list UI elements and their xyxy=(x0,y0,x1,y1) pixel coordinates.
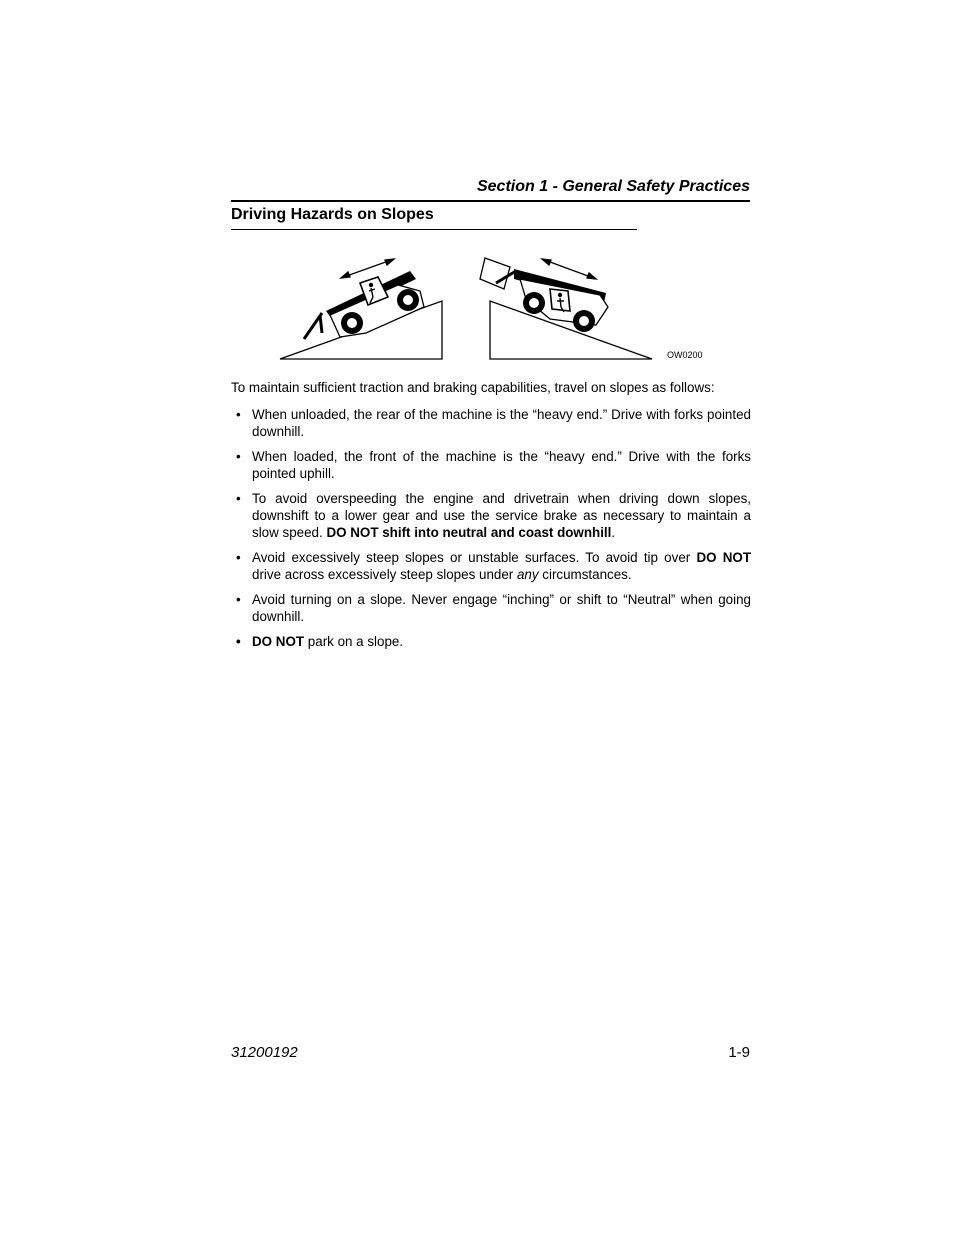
bullet-text: When loaded, the front of the machine is the “heavy end.” Drive with the forks pointed uphill. xyxy=(252,449,751,481)
intro-paragraph: To maintain sufficient traction and braking capabilities, travel on slopes as follows: xyxy=(231,380,715,395)
bullet-dot: • xyxy=(236,491,241,506)
bullet-text: circumstances. xyxy=(538,567,632,582)
figure-code: OW0200 xyxy=(667,350,703,360)
document-number: 31200192 xyxy=(231,1044,298,1061)
bullet-dot: • xyxy=(236,407,241,422)
bullet-dot: • xyxy=(236,592,241,607)
list-item xyxy=(231,633,751,650)
list-item xyxy=(231,549,751,583)
bullet-emphasis: DO NOT xyxy=(696,550,751,565)
slope-rules-list xyxy=(231,406,751,658)
bullet-italic: any xyxy=(516,567,539,582)
list-item xyxy=(231,490,751,541)
list-item xyxy=(231,591,751,625)
bullet-emphasis: DO NOT shift into neutral and coast downhill xyxy=(326,525,612,540)
bullet-emphasis: DO NOT xyxy=(252,634,305,649)
bullet-text: park on a slope. xyxy=(304,634,404,649)
bullet-dot: • xyxy=(236,634,241,649)
page-heading: Driving Hazards on Slopes xyxy=(231,205,637,230)
section-header: Section 1 - General Safety Practices xyxy=(231,177,750,202)
list-item xyxy=(231,406,751,440)
unloaded-machine-figure xyxy=(280,259,442,359)
bullet-text: Avoid excessively steep slopes or unstable surfaces. To avoid tip over xyxy=(252,550,697,565)
bullet-dot: • xyxy=(236,449,241,464)
bullet-text: . xyxy=(611,525,616,540)
list-item xyxy=(231,448,751,482)
bullet-text: Avoid turning on a slope. Never engage “inching” or shift to “Neutral” when going downhill. xyxy=(252,592,751,624)
bullet-text: To avoid overspeeding the engine and drivetrain when driving down slopes, downshift to a lower gear and use the service brake as necessary to maintain a slow speed. xyxy=(252,491,751,540)
bullet-dot: • xyxy=(236,550,241,565)
slope-illustration xyxy=(270,245,720,365)
page-number: 1-9 xyxy=(728,1044,750,1061)
bullet-text: When unloaded, the rear of the machine is the “heavy end.” Drive with forks pointed downhill. xyxy=(252,407,751,439)
loaded-machine-figure xyxy=(480,258,652,359)
bullet-text: drive across excessively steep slopes under xyxy=(252,567,517,582)
